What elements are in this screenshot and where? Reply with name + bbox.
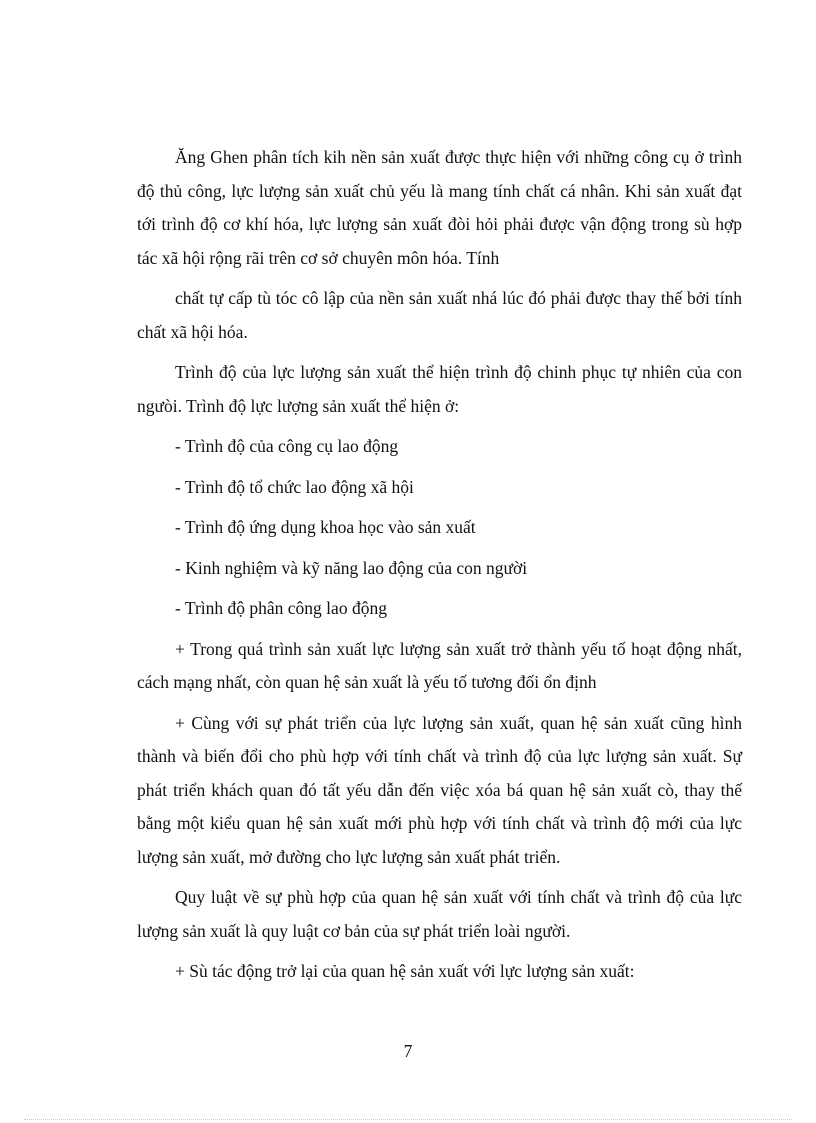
page-bottom-divider [24, 1119, 792, 1120]
page-number: 7 [403, 1041, 413, 1061]
paragraph-productive-forces-level: Trình độ của lực lượng sản xuất thể hiện trình độ chinh phục tự nhiên của con ngưòi. Trình độ lực lượng sản xuất thể hiện ở: [137, 362, 742, 416]
list-item-division-of-labor: - Trình độ phân công lao động [175, 598, 387, 618]
paragraph-most-active-element: + Trong quá trình sản xuất lực lượng sản xuất trở thành yếu tố hoạt động nhất, cách mạng nhất, còn quan hệ sản xuất là yếu tố tương đối ổn định [137, 638, 742, 692]
list-item-labor-organization: - Trình độ tổ chức lao động xã hội [175, 476, 414, 497]
paragraph-development-relations: + Cùng với sự phát triển của lực lượng sản xuất, quan hệ sản xuất cũng hình thành và biến đổi cho phù hợp với tính chất và trình độ của lực lượng sản xuất. Sự phát triển khách quan đó tất yếu dẫn đến việc xóa bá quan hệ sản xuất cò, thay thế bằng một kiểu quan hệ sản xuất mới phù hợp với tính chất và trình độ mới của lực lượng sản xuất, mở đường cho lực lượng sản xuất phát triển. [137, 712, 742, 867]
list-item-tools: - Trình độ của công cụ lao động [175, 436, 399, 456]
list-item-science-application: - Trình độ ứng dụng khoa học vào sản xuất [175, 517, 476, 537]
list-item-experience-skills: - Kinh nghiệm và kỹ năng lao động của con người [175, 557, 528, 578]
paragraph-basic-law: Quy luật về sự phù hợp của quan hệ sản xuất với tính chất và trình độ của lực lượng sản xuất là quy luật cơ bản của sự phát triển loài người. [137, 887, 742, 941]
body-text [137, 141, 742, 989]
paragraph-engels-analysis: Ăng Ghen phân tích kih nền sản xuất được thực hiện với những công cụ ở trình độ thủ công, lực lượng sản xuất chủ yếu là mang tính chất cá nhân. Khi sản xuất đạt tới trình độ cơ khí hóa, lực lượng sản xuất đòi hỏi phải được vận động trong sù hợp tác xã hội rộng rãi trên cơ sở chuyên môn hóa. Tính [137, 147, 742, 268]
paragraph-feedback-effect: + Sù tác động trở lại của quan hệ sản xuất với lực lượng sản xuất: [175, 961, 635, 981]
paragraph-self-sufficiency: chất tự cấp tù tóc cô lập của nền sản xuất nhá lúc đó phải được thay thế bởi tính chất xã hội hóa. [137, 288, 742, 342]
